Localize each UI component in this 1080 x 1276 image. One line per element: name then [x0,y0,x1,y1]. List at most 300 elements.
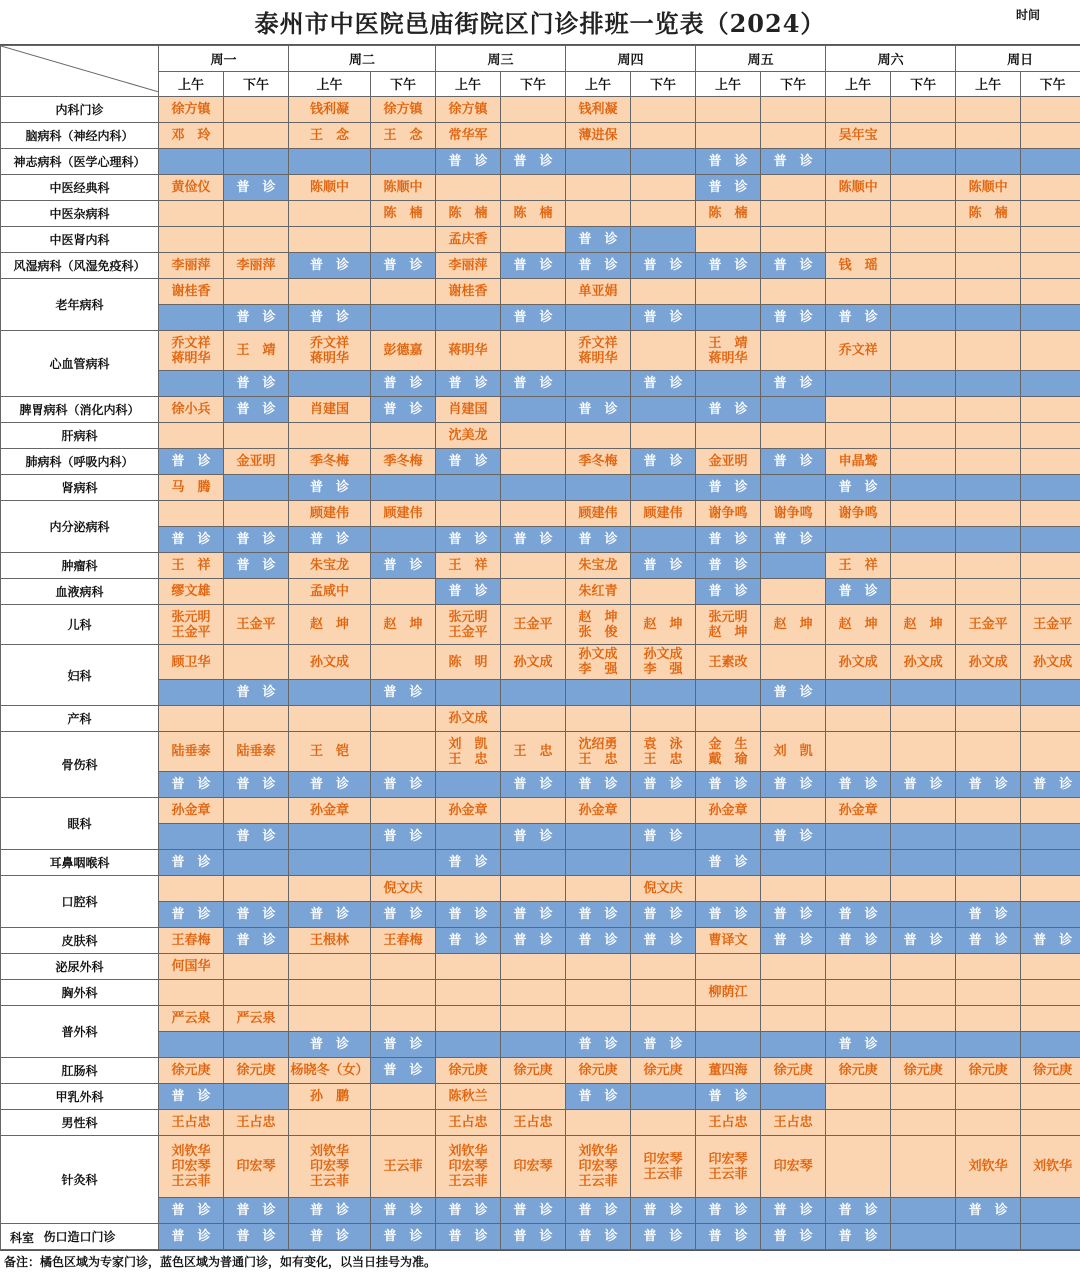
expert-clinic-cell [631,501,696,527]
doctor-names: 普 诊 [644,258,683,273]
general-clinic-cell [289,1224,371,1250]
doctor-names: 孙文成 [310,655,349,670]
general-clinic-cell [956,928,1021,954]
doctor-names: 陈顺中 [310,180,349,195]
schedule-row [1,553,1080,579]
expert-clinic-cell [566,175,631,201]
general-clinic-cell [696,527,761,553]
expert-clinic-cell [891,605,956,645]
expert-clinic-cell [501,97,566,123]
general-clinic-cell [289,1032,371,1058]
department-name: 眼科 [1,798,159,850]
doctor-names: 徐方镇 [171,102,210,117]
general-clinic-cell [501,850,566,876]
expert-clinic-cell [956,645,1021,680]
doctor-names: 普 诊 [774,907,813,922]
general-clinic-cell [956,850,1021,876]
expert-clinic-cell [371,123,436,149]
expert-clinic-cell [289,928,371,954]
doctor-names: 普 诊 [644,1037,683,1052]
general-clinic-cell [631,1198,696,1224]
doctor-names: 刘 凯 [774,744,813,759]
expert-clinic-cell [891,732,956,772]
expert-clinic-cell [159,553,224,579]
schedule-row [1,201,1080,227]
general-clinic-cell [224,850,289,876]
doctor-names: 顾建伟 [579,506,618,521]
doctor-names: 刘钦华 [1033,1159,1072,1174]
expert-clinic-cell [501,1110,566,1136]
expert-clinic-cell [436,397,501,423]
footnote: 备注：橘色区域为专家门诊，蓝色区域为普通门诊，如有变化，以当日挂号为准。 [0,1250,1080,1276]
expert-clinic-cell [956,876,1021,902]
doctor-names: 普 诊 [644,829,683,844]
general-clinic-cell [826,475,891,501]
doctor-names: 普 诊 [237,402,276,417]
department-name: 内科门诊 [1,97,159,123]
expert-clinic-cell [761,1110,826,1136]
doctor-names: 邓 玲 [171,128,210,143]
expert-clinic-cell [159,175,224,201]
general-clinic-cell [224,527,289,553]
doctor-names: 普 诊 [969,777,1008,792]
general-clinic-cell [761,902,826,928]
expert-clinic-cell [159,706,224,732]
schedule-row [1,305,1080,331]
doctor-names: 普 诊 [774,685,813,700]
expert-clinic-cell [956,954,1021,980]
doctor-names: 孟庆香 [449,232,488,247]
general-clinic-cell [371,772,436,798]
expert-clinic-cell [224,501,289,527]
doctor-names: 普 诊 [579,1229,618,1244]
header-corner-cell: 时间 科室 [1,46,159,97]
doctor-names: 杨晓冬（女） [291,1063,369,1078]
general-clinic-cell [159,772,224,798]
expert-clinic-cell [1021,279,1080,305]
expert-clinic-cell [159,1006,224,1032]
doctor-names: 普 诊 [839,1203,878,1218]
schedule-row [1,501,1080,527]
department-name: 甲乳外科 [1,1084,159,1110]
general-clinic-cell [159,371,224,397]
schedule-row [1,1084,1080,1110]
slot-header: 下午 [761,71,826,97]
general-clinic-cell [371,149,436,175]
expert-clinic-cell [289,553,371,579]
expert-clinic-cell [826,1058,891,1084]
department-name: 中医杂病科 [1,201,159,227]
doctor-names: 普 诊 [384,258,423,273]
day-header: 周一 [159,46,289,72]
general-clinic-cell [566,1084,631,1110]
general-clinic-cell [1021,527,1080,553]
doctor-names: 普 诊 [514,310,553,325]
department-name: 皮肤科 [1,928,159,954]
doctor-names: 钱利凝 [310,102,349,117]
expert-clinic-cell [631,954,696,980]
doctor-names: 普 诊 [839,933,878,948]
doctor-names: 普 诊 [171,454,210,469]
expert-clinic-cell [826,253,891,279]
department-name: 肾病科 [1,475,159,501]
general-clinic-cell [566,527,631,553]
doctor-names: 普 诊 [644,558,683,573]
expert-clinic-cell [956,553,1021,579]
doctor-names: 普 诊 [514,933,553,948]
expert-clinic-cell [566,201,631,227]
expert-clinic-cell [1021,579,1080,605]
doctor-names: 普 诊 [1033,777,1072,792]
doctor-names: 普 诊 [237,685,276,700]
expert-clinic-cell [826,123,891,149]
expert-clinic-cell [501,645,566,680]
general-clinic-cell [696,902,761,928]
doctor-names: 王金平 [969,617,1008,632]
general-clinic-cell [289,902,371,928]
general-clinic-cell [159,149,224,175]
general-clinic-cell [566,902,631,928]
expert-clinic-cell [289,123,371,149]
expert-clinic-cell [696,501,761,527]
expert-clinic-cell [501,501,566,527]
doctor-names: 张元明 王金平 [171,610,210,640]
schedule-row [1,371,1080,397]
general-clinic-cell [289,527,371,553]
doctor-names: 王云菲 [384,1159,423,1174]
doctor-names: 普 诊 [709,584,748,599]
general-clinic-cell [159,680,224,706]
expert-clinic-cell [159,201,224,227]
expert-clinic-cell [159,501,224,527]
expert-clinic-cell [891,579,956,605]
doctor-names: 孙文成 李 强 [579,647,618,677]
general-clinic-cell [371,824,436,850]
expert-clinic-cell [631,331,696,371]
schedule-row [1,1224,1080,1250]
general-clinic-cell [696,1198,761,1224]
doctor-names: 普 诊 [514,376,553,391]
general-clinic-cell [159,824,224,850]
doctor-names: 普 诊 [384,777,423,792]
general-clinic-cell [566,371,631,397]
doctor-names: 普 诊 [709,258,748,273]
doctor-names: 普 诊 [839,907,878,922]
expert-clinic-cell [289,605,371,645]
expert-clinic-cell [891,449,956,475]
general-clinic-cell [956,305,1021,331]
doctor-names: 普 诊 [579,1089,618,1104]
schedule-row [1,980,1080,1006]
expert-clinic-cell [761,201,826,227]
general-clinic-cell [761,149,826,175]
expert-clinic-cell [631,1110,696,1136]
doctor-names: 普 诊 [579,907,618,922]
department-name: 中医肾内科 [1,227,159,253]
schedule-row [1,1110,1080,1136]
expert-clinic-cell [436,227,501,253]
doctor-names: 严云泉 [237,1011,276,1026]
expert-clinic-cell [371,706,436,732]
expert-clinic-cell [501,798,566,824]
general-clinic-cell [1021,902,1080,928]
expert-clinic-cell [761,331,826,371]
expert-clinic-cell [566,553,631,579]
department-name: 老年病科 [1,279,159,331]
doctor-names: 普 诊 [644,310,683,325]
doctor-names: 顾建伟 [310,506,349,521]
doctor-names: 刘钦华 印宏琴 王云菲 [579,1144,618,1189]
general-clinic-cell [631,475,696,501]
expert-clinic-cell [371,876,436,902]
general-clinic-cell [631,149,696,175]
general-clinic-cell [1021,824,1080,850]
expert-clinic-cell [696,980,761,1006]
doctor-names: 钱 瑶 [839,258,878,273]
expert-clinic-cell [566,579,631,605]
doctor-names: 季冬梅 [579,454,618,469]
expert-clinic-cell [289,501,371,527]
expert-clinic-cell [224,253,289,279]
doctor-names: 普 诊 [904,933,943,948]
general-clinic-cell [289,1198,371,1224]
doctor-names: 普 诊 [644,376,683,391]
general-clinic-cell [224,475,289,501]
doctor-names: 金 生 戴 瑜 [709,737,748,767]
expert-clinic-cell [1021,397,1080,423]
doctor-names: 徐方镇 [384,102,423,117]
expert-clinic-cell [159,732,224,772]
general-clinic-cell [501,371,566,397]
expert-clinic-cell [891,253,956,279]
expert-clinic-cell [371,605,436,645]
expert-clinic-cell [159,605,224,645]
expert-clinic-cell [159,876,224,902]
general-clinic-cell [436,579,501,605]
general-clinic-cell [1021,1032,1080,1058]
doctor-names: 普 诊 [237,532,276,547]
general-clinic-cell [501,305,566,331]
doctor-names: 赵 坤 [839,617,878,632]
doctor-names: 普 诊 [579,402,618,417]
schedule-row [1,253,1080,279]
doctor-names: 普 诊 [774,310,813,325]
expert-clinic-cell [436,1084,501,1110]
expert-clinic-cell [224,449,289,475]
doctor-names: 孙文成 [839,655,878,670]
doctor-names: 孙金章 [449,803,488,818]
expert-clinic-cell [826,876,891,902]
expert-clinic-cell [696,279,761,305]
expert-clinic-cell [501,227,566,253]
slot-header: 上午 [826,71,891,97]
general-clinic-cell [371,1224,436,1250]
doctor-names: 徐方镇 [449,102,488,117]
expert-clinic-cell [826,980,891,1006]
general-clinic-cell [224,1224,289,1250]
doctor-names: 普 诊 [171,1229,210,1244]
doctor-names: 常华军 [449,128,488,143]
schedule-row [1,798,1080,824]
doctor-names: 刘钦华 印宏琴 王云菲 [310,1144,349,1189]
schedule-row [1,449,1080,475]
expert-clinic-cell [761,954,826,980]
doctor-names: 普 诊 [171,855,210,870]
general-clinic-cell [761,850,826,876]
doctor-names: 徐元庚 [579,1063,618,1078]
expert-clinic-cell [501,732,566,772]
schedule-row [1,902,1080,928]
general-clinic-cell [371,475,436,501]
doctor-names: 乔文祥 [839,343,878,358]
doctor-names: 徐元庚 [969,1063,1008,1078]
expert-clinic-cell [371,279,436,305]
schedule-row [1,331,1080,371]
general-clinic-cell [761,680,826,706]
general-clinic-cell [159,902,224,928]
doctor-names: 普 诊 [579,532,618,547]
general-clinic-cell [371,397,436,423]
schedule-row [1,680,1080,706]
doctor-names: 普 诊 [644,777,683,792]
general-clinic-cell [631,928,696,954]
expert-clinic-cell [761,980,826,1006]
doctor-names: 普 诊 [969,1203,1008,1218]
day-header: 周三 [436,46,566,72]
doctor-names: 顾建伟 [384,506,423,521]
expert-clinic-cell [566,954,631,980]
expert-clinic-cell [631,1058,696,1084]
schedule-row [1,397,1080,423]
doctor-names: 普 诊 [644,1203,683,1218]
general-clinic-cell [696,680,761,706]
schedule-row [1,876,1080,902]
day-header: 周二 [289,46,436,72]
general-clinic-cell [761,527,826,553]
general-clinic-cell [371,1032,436,1058]
general-clinic-cell [696,579,761,605]
general-clinic-cell [761,305,826,331]
expert-clinic-cell [159,475,224,501]
expert-clinic-cell [826,201,891,227]
expert-clinic-cell [501,175,566,201]
doctor-names: 徐元庚 [839,1063,878,1078]
doctor-names: 肖建国 [449,402,488,417]
department-name: 骨伤科 [1,732,159,798]
expert-clinic-cell [956,175,1021,201]
expert-clinic-cell [891,645,956,680]
general-clinic-cell [826,149,891,175]
expert-clinic-cell [289,423,371,449]
doctor-names: 王 忠 [514,744,553,759]
doctor-names: 曹译文 [709,933,748,948]
general-clinic-cell [891,772,956,798]
expert-clinic-cell [289,1058,371,1084]
expert-clinic-cell [696,605,761,645]
general-clinic-cell [566,772,631,798]
general-clinic-cell [159,305,224,331]
doctor-names: 普 诊 [449,855,488,870]
general-clinic-cell [696,553,761,579]
expert-clinic-cell [891,501,956,527]
expert-clinic-cell [566,732,631,772]
doctor-names: 普 诊 [310,777,349,792]
doctor-names: 黄俭仪 [171,180,210,195]
general-clinic-cell [159,449,224,475]
doctor-names: 徐元庚 [237,1063,276,1078]
expert-clinic-cell [289,706,371,732]
general-clinic-cell [761,475,826,501]
general-clinic-cell [1021,305,1080,331]
expert-clinic-cell [761,1006,826,1032]
doctor-names: 普 诊 [839,777,878,792]
doctor-names: 柳荫江 [709,985,748,1000]
general-clinic-cell [224,553,289,579]
general-clinic-cell [696,1032,761,1058]
doctor-names: 赵 坤 [384,617,423,632]
expert-clinic-cell [566,1058,631,1084]
expert-clinic-cell [956,1006,1021,1032]
doctor-names: 普 诊 [709,1203,748,1218]
doctor-names: 王占忠 [774,1115,813,1130]
general-clinic-cell [631,1084,696,1110]
expert-clinic-cell [1021,553,1080,579]
doctor-names: 徐元庚 [1033,1063,1072,1078]
general-clinic-cell [956,1224,1021,1250]
department-name: 伤口造口门诊 [1,1224,159,1250]
general-clinic-cell [891,371,956,397]
expert-clinic-cell [224,876,289,902]
expert-clinic-cell [631,605,696,645]
schedule-row [1,732,1080,772]
general-clinic-cell [826,772,891,798]
expert-clinic-cell [956,201,1021,227]
department-name: 心血管病科 [1,331,159,397]
expert-clinic-cell [289,645,371,680]
expert-clinic-cell [826,1006,891,1032]
general-clinic-cell [631,772,696,798]
general-clinic-cell [289,253,371,279]
schedule-row [1,772,1080,798]
doctor-names: 普 诊 [310,258,349,273]
department-name: 脑病科（神经内科） [1,123,159,149]
expert-clinic-cell [371,645,436,680]
doctor-names: 申晶鹫 [839,454,878,469]
general-clinic-cell [289,824,371,850]
doctor-names: 普 诊 [579,1203,618,1218]
doctor-names: 普 诊 [384,1229,423,1244]
general-clinic-cell [826,928,891,954]
expert-clinic-cell [761,423,826,449]
doctor-names: 普 诊 [774,1229,813,1244]
doctor-names: 赵 坤 [774,617,813,632]
general-clinic-cell [371,1058,436,1084]
expert-clinic-cell [1021,201,1080,227]
expert-clinic-cell [956,279,1021,305]
expert-clinic-cell [159,1110,224,1136]
doctor-names: 王金平 [237,617,276,632]
doctor-names: 普 诊 [384,1063,423,1078]
expert-clinic-cell [1021,732,1080,772]
doctor-names: 乔文祥 蒋明华 [171,336,210,366]
doctor-names: 王占忠 [514,1115,553,1130]
general-clinic-cell [371,553,436,579]
expert-clinic-cell [631,279,696,305]
expert-clinic-cell [956,798,1021,824]
doctor-names: 普 诊 [969,933,1008,948]
expert-clinic-cell [501,579,566,605]
expert-clinic-cell [891,279,956,305]
